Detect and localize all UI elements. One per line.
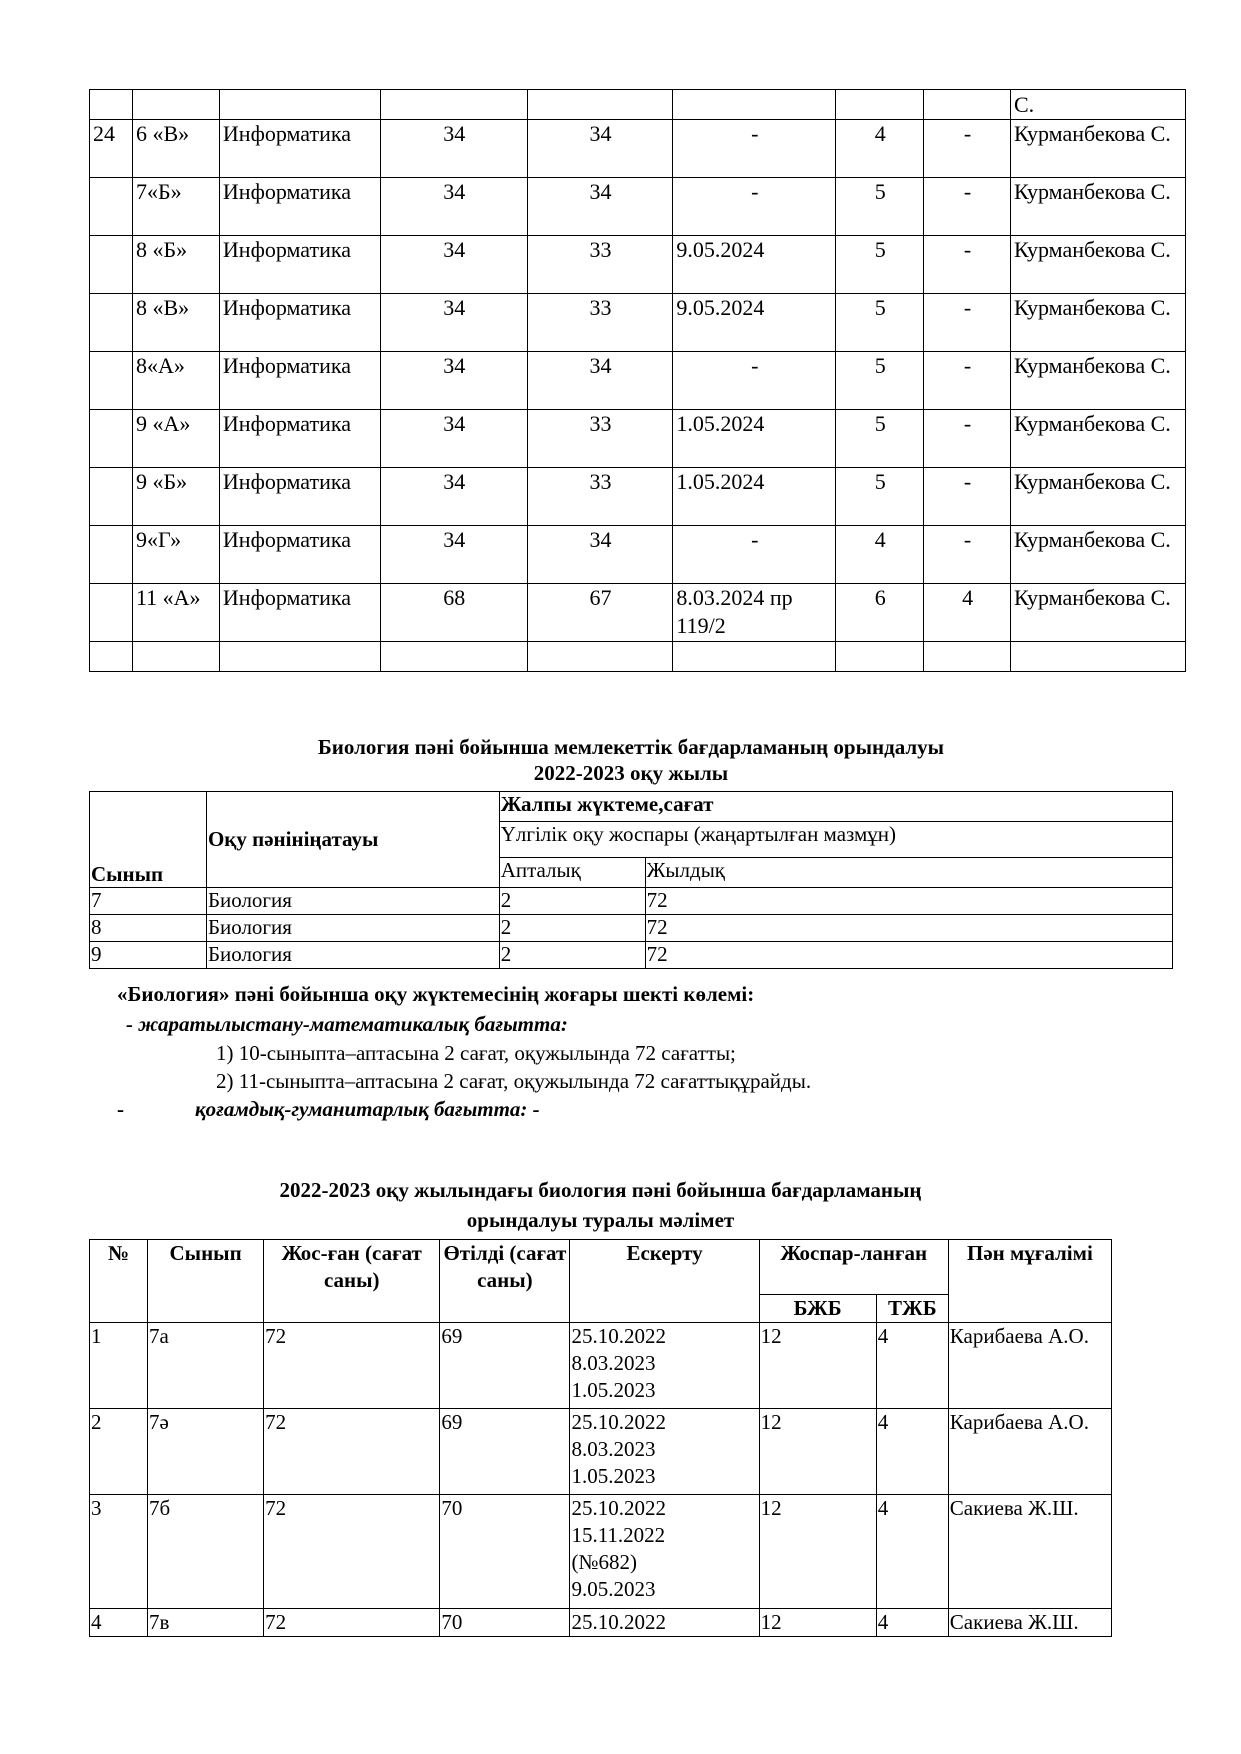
bzhb-cell: 5 xyxy=(836,236,924,294)
teacher-cell: Карибаева А.О. xyxy=(948,1323,1111,1409)
tzhb-cell: 4 xyxy=(876,1495,948,1609)
planned-hours-cell: 34 xyxy=(380,178,527,236)
class-cell: 7 xyxy=(90,888,207,915)
actual-hours-cell: 33 xyxy=(527,468,673,526)
note-line: 8.03.2023 xyxy=(571,1351,656,1375)
bzhb-cell: 5 xyxy=(836,178,924,236)
subject-cell: Информатика xyxy=(219,294,380,352)
class-cell: 7б xyxy=(148,1495,264,1609)
col-taught-header: Өтілді (сағат саны) xyxy=(440,1240,570,1323)
row-number xyxy=(90,236,133,294)
teacher-cell: Сакиева Ж.Ш. xyxy=(948,1495,1111,1609)
actual-hours-cell: 34 xyxy=(527,526,673,584)
class-cell: 7а xyxy=(148,1323,264,1409)
col-planned-work-header: Жоспар-ланған xyxy=(759,1240,948,1295)
class-cell: 6 «В» xyxy=(132,120,219,178)
tzhb-cell: - xyxy=(924,120,1011,178)
teacher-cell: Курманбекова С. xyxy=(1011,294,1186,352)
subject-cell: Информатика xyxy=(219,352,380,410)
note-line: 9.05.2023 xyxy=(571,1577,656,1601)
class-cell: 9 xyxy=(90,942,207,969)
stream-social-humanitarian: қоғамдық-гуманитарлық бағытта: - xyxy=(195,1097,540,1121)
tzhb-cell: - xyxy=(924,468,1011,526)
subject-cell: Биология xyxy=(206,888,499,915)
note-cell xyxy=(673,90,836,120)
planned-hours-cell: 34 xyxy=(380,236,527,294)
teacher-cell: Курманбекова С. xyxy=(1011,352,1186,410)
note-line: 8.03.2023 xyxy=(571,1437,656,1461)
planned-hours-cell: 34 xyxy=(380,468,527,526)
teacher-cell: Карибаева А.О. xyxy=(948,1409,1111,1495)
table-row xyxy=(90,1409,1112,1495)
class-cell: 9«Г» xyxy=(132,526,219,584)
class-cell: 8 «В» xyxy=(132,294,219,352)
planned-hours-cell: 34 xyxy=(380,352,527,410)
note-line: 25.10.2022 xyxy=(571,1324,666,1348)
tzhb-cell: - xyxy=(924,236,1011,294)
class-cell: 8 xyxy=(90,915,207,942)
row-number xyxy=(90,468,133,526)
class-cell: 8«А» xyxy=(132,352,219,410)
planned-hours-cell xyxy=(380,90,527,120)
tzhb-cell: 4 xyxy=(876,1409,948,1495)
col-yearly-header: Жылдық xyxy=(645,858,1172,888)
note-cell: 9.05.2024 xyxy=(673,236,836,294)
bzhb-cell: 4 xyxy=(836,526,924,584)
note-cell xyxy=(570,1495,759,1609)
stream-natural-math: - жаратылыстану-математикалық бағытта: xyxy=(126,1012,568,1036)
biology-report-table xyxy=(89,1239,1112,1637)
col-no-header: № xyxy=(90,1240,148,1323)
note-cell xyxy=(570,1323,759,1409)
subject-cell: Информатика xyxy=(219,410,380,468)
actual-hours-cell: 33 xyxy=(527,294,673,352)
note-cell: - xyxy=(673,120,836,178)
teacher-cell: Курманбекова С. xyxy=(1011,584,1186,642)
note-cell xyxy=(673,642,836,672)
teacher-cell: Курманбекова С. xyxy=(1011,468,1186,526)
note-line: 15.11.2022 xyxy=(571,1523,666,1547)
table-row xyxy=(90,468,1186,526)
tzhb-cell xyxy=(924,642,1011,672)
row-number: 3 xyxy=(90,1495,148,1609)
class-cell: 9 «А» xyxy=(132,410,219,468)
taught-hours-cell: 69 xyxy=(440,1323,570,1409)
class-cell: 7ә xyxy=(148,1409,264,1495)
tzhb-cell: 4 xyxy=(876,1609,948,1637)
planned-hours-cell: 68 xyxy=(380,584,527,642)
weekly-cell: 2 xyxy=(499,888,645,915)
table-row xyxy=(90,352,1186,410)
row-number: 4 xyxy=(90,1609,148,1637)
table-row xyxy=(90,294,1186,352)
col-class-header: Сынып xyxy=(90,792,207,888)
table-row xyxy=(90,584,1186,642)
teacher-cell xyxy=(1011,642,1186,672)
col-teacher-header: Пән мұғалімі xyxy=(948,1240,1111,1323)
table-row xyxy=(90,888,1173,915)
teacher-cell: Курманбекова С. xyxy=(1011,526,1186,584)
row-number xyxy=(90,352,133,410)
yearly-cell: 72 xyxy=(645,888,1172,915)
taught-hours-cell: 70 xyxy=(440,1495,570,1609)
col-tzhb-header: ТЖБ xyxy=(876,1295,948,1323)
class-cell: 8 «Б» xyxy=(132,236,219,294)
biology-program-table xyxy=(89,791,1173,969)
subject-cell: Информатика xyxy=(219,468,380,526)
teacher-cell: Курманбекова С. xyxy=(1011,236,1186,294)
bzhb-cell xyxy=(836,90,924,120)
actual-hours-cell: 67 xyxy=(527,584,673,642)
note-cell xyxy=(570,1609,759,1637)
bzhb-cell: 6 xyxy=(836,584,924,642)
row-number: 2 xyxy=(90,1409,148,1495)
biology-heading-line2: 2022-2023 оқу жылы xyxy=(533,761,729,785)
tzhb-cell: - xyxy=(924,294,1011,352)
class-cell: 11 «А» xyxy=(132,584,219,642)
planned-hours-cell: 34 xyxy=(380,526,527,584)
dash-bullet: - xyxy=(117,1097,124,1121)
note-cell xyxy=(570,1409,759,1495)
note-cell: - xyxy=(673,352,836,410)
planned-hours-cell: 72 xyxy=(264,1323,440,1409)
load-title: «Биология» пәні бойынша оқу жүктемесінің жоғары шекті көлемі: xyxy=(117,982,755,1006)
teacher-cell: Сакиева Ж.Ш. xyxy=(948,1609,1111,1637)
planned-hours-cell: 72 xyxy=(264,1495,440,1609)
note-line: (№682) xyxy=(571,1550,637,1574)
table-row xyxy=(90,90,1186,120)
bzhb-cell: 5 xyxy=(836,410,924,468)
table-row xyxy=(90,1323,1112,1409)
tzhb-cell xyxy=(924,90,1011,120)
subject-cell: Информатика xyxy=(219,120,380,178)
note-line: 1.05.2023 xyxy=(571,1464,656,1488)
actual-hours-cell xyxy=(527,642,673,672)
table-row xyxy=(90,642,1186,672)
taught-hours-cell: 69 xyxy=(440,1409,570,1495)
note-cell: 1.05.2024 xyxy=(673,468,836,526)
row-number xyxy=(90,294,133,352)
load-item-1: 1) 10-сыныпта–аптасына 2 сағат, оқужылында 72 сағатты; xyxy=(216,1041,736,1065)
note-line: 1.05.2023 xyxy=(571,1378,656,1402)
informatics-table xyxy=(89,89,1186,672)
tzhb-cell: - xyxy=(924,526,1011,584)
note-cell: 8.03.2024 пр 119/2 xyxy=(673,584,836,642)
biology-heading-line1: Биология пәні бойынша мемлекеттік бағдарламаның орындалуы xyxy=(317,735,945,759)
table-row xyxy=(90,915,1173,942)
row-number xyxy=(90,642,133,672)
planned-hours-cell: 72 xyxy=(264,1409,440,1495)
subject-cell xyxy=(219,90,380,120)
planned-hours-cell: 34 xyxy=(380,410,527,468)
table-row xyxy=(90,178,1186,236)
table-row xyxy=(90,120,1186,178)
report-heading-line1: 2022-2023 оқу жылындағы биология пәні бойынша бағдарламаның xyxy=(279,1178,922,1202)
tzhb-cell: - xyxy=(924,178,1011,236)
row-number: 1 xyxy=(90,1323,148,1409)
report-heading-line2: орындалуы туралы мәлімет xyxy=(466,1208,735,1232)
planned-hours-cell: 72 xyxy=(264,1609,440,1637)
note-line: 25.10.2022 xyxy=(571,1410,666,1434)
subject-cell: Информатика xyxy=(219,236,380,294)
note-line: 25.10.2022 xyxy=(571,1496,666,1520)
col-subject-header: Оқу пәнініңатауы xyxy=(206,792,499,888)
col-class-header: Сынып xyxy=(148,1240,264,1323)
class-cell xyxy=(132,90,219,120)
table-row xyxy=(90,1609,1112,1637)
table-row xyxy=(90,942,1173,969)
table-row xyxy=(90,410,1186,468)
bzhb-cell: 12 xyxy=(759,1409,876,1495)
biology-heading xyxy=(89,734,1173,786)
row-number xyxy=(90,584,133,642)
class-cell xyxy=(132,642,219,672)
actual-hours-cell: 34 xyxy=(527,120,673,178)
planned-hours-cell: 34 xyxy=(380,120,527,178)
col-plan-header: Үлгілік оқу жоспары (жаңартылған мазмұн) xyxy=(499,822,1172,858)
table-row xyxy=(90,1495,1112,1609)
teacher-cell: Курманбекова С. xyxy=(1011,178,1186,236)
actual-hours-cell: 33 xyxy=(527,410,673,468)
table-row xyxy=(90,526,1186,584)
note-cell: 9.05.2024 xyxy=(673,294,836,352)
planned-hours-cell xyxy=(380,642,527,672)
note-cell: 1.05.2024 xyxy=(673,410,836,468)
col-bzhb-header: БЖБ xyxy=(759,1295,876,1323)
weekly-cell: 2 xyxy=(499,915,645,942)
row-number: 24 xyxy=(90,120,133,178)
yearly-cell: 72 xyxy=(645,942,1172,969)
tzhb-cell: 4 xyxy=(924,584,1011,642)
col-weekly-header: Апталық xyxy=(499,858,645,888)
tzhb-cell: - xyxy=(924,410,1011,468)
actual-hours-cell xyxy=(527,90,673,120)
table-row xyxy=(90,236,1186,294)
row-number xyxy=(90,178,133,236)
row-number xyxy=(90,410,133,468)
yearly-cell: 72 xyxy=(645,915,1172,942)
planned-hours-cell: 34 xyxy=(380,294,527,352)
bzhb-cell: 5 xyxy=(836,352,924,410)
note-cell: - xyxy=(673,526,836,584)
teacher-cell: Курманбекова С. xyxy=(1011,120,1186,178)
subject-cell: Информатика xyxy=(219,526,380,584)
col-note-header: Ескерту xyxy=(570,1240,759,1323)
tzhb-cell: - xyxy=(924,352,1011,410)
subject-cell: Биология xyxy=(206,915,499,942)
col-load-header: Жалпы жүктеме,сағат xyxy=(499,792,1172,822)
bzhb-cell: 5 xyxy=(836,468,924,526)
bzhb-cell: 12 xyxy=(759,1609,876,1637)
subject-cell: Биология xyxy=(206,942,499,969)
note-cell: - xyxy=(673,178,836,236)
class-cell: 7в xyxy=(148,1609,264,1637)
class-cell: 9 «Б» xyxy=(132,468,219,526)
report-heading xyxy=(89,1175,1112,1235)
taught-hours-cell: 70 xyxy=(440,1609,570,1637)
bzhb-cell: 12 xyxy=(759,1495,876,1609)
subject-cell: Информатика xyxy=(219,178,380,236)
actual-hours-cell: 34 xyxy=(527,178,673,236)
weekly-cell: 2 xyxy=(499,942,645,969)
bzhb-cell xyxy=(836,642,924,672)
actual-hours-cell: 33 xyxy=(527,236,673,294)
subject-cell: Информатика xyxy=(219,584,380,642)
note-line: 25.10.2022 xyxy=(571,1610,666,1634)
col-planned-header: Жос-ған (сағат саны) xyxy=(264,1240,440,1323)
subject-cell xyxy=(219,642,380,672)
teacher-cell: Курманбекова С. xyxy=(1011,410,1186,468)
bzhb-cell: 12 xyxy=(759,1323,876,1409)
class-cell: 7«Б» xyxy=(132,178,219,236)
bzhb-cell: 4 xyxy=(836,120,924,178)
row-number xyxy=(90,526,133,584)
teacher-cell: С. xyxy=(1011,90,1186,120)
row-number xyxy=(90,90,133,120)
actual-hours-cell: 34 xyxy=(527,352,673,410)
bzhb-cell: 5 xyxy=(836,294,924,352)
load-item-2: 2) 11-сыныпта–аптасына 2 сағат, оқужылында 72 сағаттықұрайды. xyxy=(216,1069,812,1093)
tzhb-cell: 4 xyxy=(876,1323,948,1409)
